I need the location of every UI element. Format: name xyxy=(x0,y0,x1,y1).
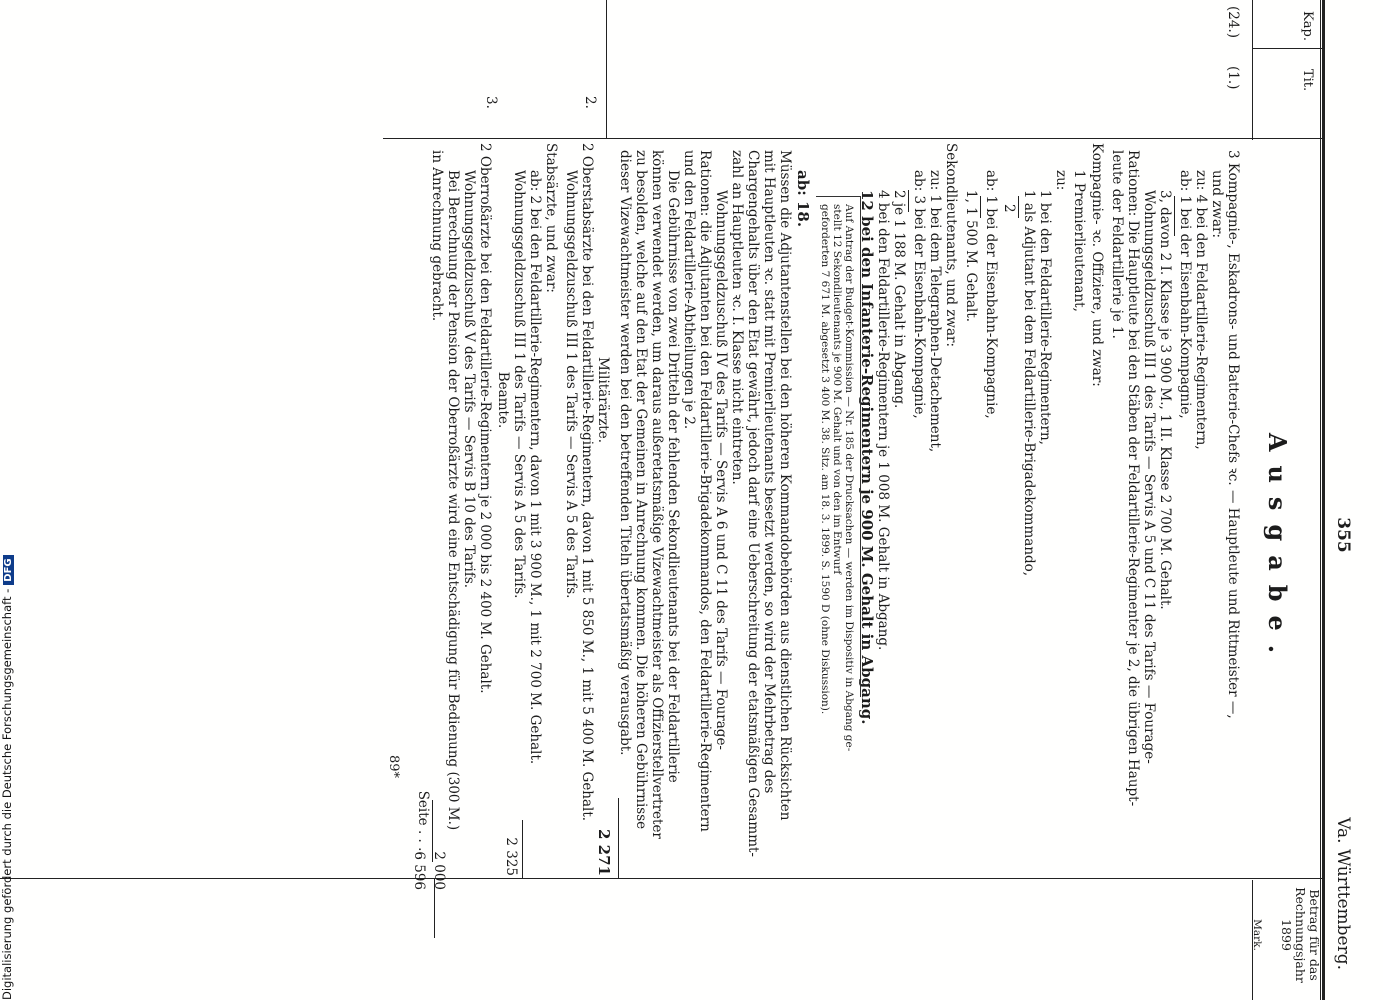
top-rule xyxy=(1322,0,1325,1000)
text-line: Müssen die Adjutantenstellen bei den höheren Kommandobehörden aus dienstlichen Rücksichten xyxy=(777,150,793,821)
running-head xyxy=(1325,40,1353,970)
sum-rule xyxy=(1018,196,1019,218)
text-line: zahl an Hauptleuten ꝛc. I. Klasse nicht eintreten. xyxy=(729,150,745,485)
text-line: 4 bei den Feldartillerie-Regimentern je 1 008 M. Gehalt in Abgang. xyxy=(875,190,891,651)
text-line: Wohnungsgeldzuschuß IV des Tarifs — Servis A 6 und C 11 des Tarifs — Fourage- xyxy=(713,190,729,750)
text-line: ab: 3 bei der Eisenbahn-Kompagnie, xyxy=(911,170,927,419)
text-line: Stabsärzte, und zwar: xyxy=(543,143,559,293)
text-line: 1 Premierlieutenant, xyxy=(1071,170,1087,312)
header-mark: Mark. xyxy=(1251,919,1263,951)
footnote-line: Auf Antrag der Budget-Kommission — Nr. 185 der Drucksachen — werden im Dispositiv in Abgang ge- xyxy=(843,204,855,752)
text-line: 1 als Adjutant bei dem Feldartillerie-Brigadekommando, xyxy=(1021,190,1037,577)
section-subheading: Beamte. xyxy=(495,371,511,429)
text-line: 2 xyxy=(1001,204,1017,213)
text-line: Rationen: Die Hauptleute bei den Stäben der Feldartillerie-Regimenter je 2, die übrigen Haupt- xyxy=(1125,150,1141,807)
text-line: ab: 1 bei der Eisenbahn-Kompagnie, xyxy=(1177,170,1193,419)
amount-value: 2 000 xyxy=(431,851,447,890)
text-line: 2 Oberstabsärzte bei den Feldartillerie-Regimentern, davon 1 mit 5 850 M., 1 mit 5 400 M. Gehalt. xyxy=(579,143,595,822)
text-line: und zwar: xyxy=(1209,170,1225,239)
text-line: zu besolden, welche auf den Etat der Gemeinen in Anrechnung kommen. Die höheren Gebührnisse xyxy=(633,150,649,830)
entry-tit: (1.) xyxy=(1225,66,1241,90)
dfg-logo: DFG xyxy=(3,555,14,584)
text-line: können verwendet werden, um daraus außeretatsmäßige Vizewachtmeister als Offizierstellvertreter xyxy=(649,150,665,839)
text-line: Sekondlieutenants, und zwar: xyxy=(943,143,959,348)
sum-rule xyxy=(522,820,523,878)
sum-rule xyxy=(908,190,909,212)
text-line: zu: 1 bei dem Telegraphen-Detachement, xyxy=(927,170,943,453)
text-line: Chargengehalts über den Etat gewährt, jedoch darf eine Ueberschreitung der etatsmäßigen Gesammt- xyxy=(745,150,761,857)
amount-value: 2 325 xyxy=(503,837,519,876)
text-line: Die Gebührnisse von zwei Dritteln der fehlenden Sekondlieutenants bei der Feldartillerie xyxy=(665,170,681,783)
sum-rule xyxy=(980,196,981,218)
footnote-line: stellt 12 Sekondlieutenants je 900 M. Gehalt und von den im Entwurf xyxy=(831,204,843,575)
text-line: und den Feldartillerie-Abtheilungen je 2. xyxy=(681,150,697,430)
header-betrag: Betrag für das Rechnungsjahr 1899 xyxy=(1279,887,1322,983)
text-line: 2 Oberroßärzte bei den Feldartillerie-Regimentern je 2 000 bis 2 400 M. Gehalt. xyxy=(477,143,493,694)
text-line: 12 bei den Infanterie-Regimentern je 900 M. Gehalt in Abgang. xyxy=(858,190,876,725)
text-line: ab: 1 bei der Eisenbahn-Kompagnie, xyxy=(983,170,999,419)
page-signature: 89* xyxy=(386,755,401,779)
text-line: Rationen: die Adjutanten bei den Feldartillerie-Brigadekommandos, den Feldartillerie-Regimentern xyxy=(697,150,713,832)
text-line: 3, davon 2 I. Klasse je 3 900 M., 1 II. Klasse 2 700 M. Gehalt. xyxy=(1157,190,1173,610)
digitization-note xyxy=(0,555,14,1000)
tit-rule xyxy=(606,0,607,138)
text-line: 2 je 1 188 M. Gehalt in Abgang. xyxy=(891,190,907,409)
text-line: leute der Feldartillerie je 1. xyxy=(1109,150,1125,339)
heading-ausgabe: Ausgabe. xyxy=(1263,432,1292,668)
text-line: in Anrechnung gebracht. xyxy=(429,150,445,322)
text-line: 1, 1 500 M. Gehalt. xyxy=(963,190,979,323)
text-line: 1 bei den Feldartillerie-Regimentern, xyxy=(1037,190,1053,445)
amount-value: 2 271 xyxy=(595,829,613,876)
text-line: zu: 4 bei den Feldartillerie-Regimentern, xyxy=(1193,170,1209,450)
column-rule-amount xyxy=(0,878,1323,879)
section-subheading: Militärärzte. xyxy=(595,356,611,444)
sum-rule xyxy=(1174,196,1175,236)
footnote-line: geforderten 7 671 M. abgesetzt 3 400 M. 38. Sitz. am 18. 3. 1899. S. 1590 D (ohne Diskussion). xyxy=(819,204,831,715)
text-line: dieser Vizewachtmeister werden bei den betreffenden Titeln übertatsmäßig verausgabt. xyxy=(617,150,633,756)
text-line: Kompagnie- ꝛc. Offiziere, und zwar: xyxy=(1089,143,1105,387)
text-line: Wohnungsgeldzuschuß V des Tarifs — Servis B 10 des Tarifs. xyxy=(461,170,477,589)
tit-number: 2. xyxy=(582,96,598,109)
amount-value: 6 596 xyxy=(411,851,427,890)
tit-number: 3. xyxy=(483,96,499,109)
page-number: 355 xyxy=(1333,517,1353,553)
text-line: Wohnungsgeldzuschuß III 1 des Tarifs — Servis A 5 und C 11 des Tarifs — Fourage- xyxy=(1141,190,1157,764)
text-line: 3 Kompagnie-, Eskadrons- und Batterie-Chefs ꝛc. — Hauptleute und Rittmeister —, xyxy=(1225,150,1241,719)
section-label: Va. Württemberg. xyxy=(1333,817,1353,970)
text-line: ab: 18. xyxy=(794,170,812,228)
text-line: mit Hauptleuten ꝛc. statt mit Premierlieutenants besetzt werden, so wird der Mehrbetrag des xyxy=(761,150,777,794)
text-line: Wohnungsgeldzuschuß III 1 des Tarifs — Servis A 5 des Tarifs. xyxy=(563,170,579,599)
header-tit: Tit. xyxy=(1300,68,1315,92)
digitization-text: Digitalisierung gefördert durch die Deutsche Forschungsgemeinschaft - xyxy=(0,588,14,1000)
column-rule-text xyxy=(383,138,1323,139)
text-line: Wohnungsgeldzuschuß III 1 des Tarifs — Servis A 5 des Tarifs. xyxy=(511,170,527,599)
sum-rule xyxy=(618,798,619,878)
header-kap: Kap. xyxy=(1300,11,1315,41)
top-rule-thin xyxy=(1320,0,1321,1000)
entry-kap: (24.) xyxy=(1225,6,1241,39)
text-line: ab: 2 bei den Feldartillerie-Regimentern, davon 1 mit 3 900 M., 1 mit 2 700 M. Gehalt. xyxy=(527,170,543,765)
text-line: zu: xyxy=(1053,170,1069,191)
seite-label: Seite . . . . xyxy=(415,790,431,860)
column-rule-kap xyxy=(1253,48,1323,49)
text-line: Bei Berechnung der Pension der Oberroßärzte wird eine Entschädigung für Bedienung (300 M.) xyxy=(445,170,461,831)
header-rule-left xyxy=(1252,0,1253,140)
